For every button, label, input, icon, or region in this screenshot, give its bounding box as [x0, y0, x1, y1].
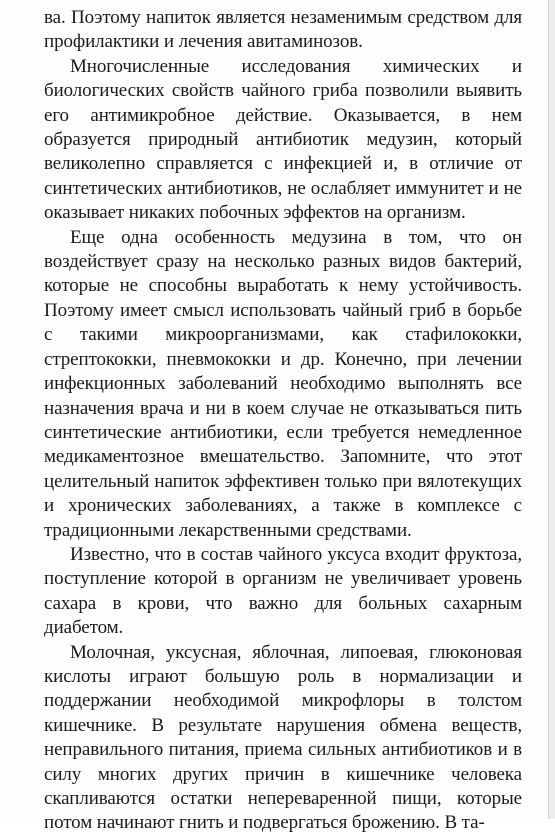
paragraph-1: ва. Поэтому напиток является незаменимым средством для профилактики и лечения авитаминозов.	[44, 7, 522, 53]
paragraph-5: Молочная, уксусная, яблочная, липоевая, глюконовая кислоты играют большую роль в нормализации и поддержании необходимой микрофлоры в толстом кишечнике. В результате нарушения обмена веществ, неправильного питания, приема сильных антибиотиков и в силу многих других причин в кишечнике человека скапливаются остатки непереваренной пищи, которые потом начинают гнить и подвергаться брожению. В та-	[44, 641, 522, 834]
page-right-edge	[548, 0, 555, 819]
paragraph-2: Многочисленные исследования химических и биологических свойств чайного гриба позволили выявить его антимикробное действие. Оказывается, в нем образуется природный антибиотик медузин, который великолепно справляется с инфекцией и, в отличие от синтетических антибиотиков, не ослабляет иммунитет и не оказывает никаких побочных эффектов на организм.	[44, 55, 522, 224]
paragraph-4: Известно, что в состав чайного уксуса входит фруктоза, поступление которой в организм не увеличивает уровень сахара в крови, что важно для больных сахарным диабетом.	[44, 543, 522, 639]
text-column	[44, 6, 522, 836]
paragraph-3: Еще одна особенность медузина в том, что он воздействует сразу на несколько разных видов бактерий, которые не способны выработать к нему устойчивость. Поэтому имеет смысл использовать чайный гриб в борьбе с такими микроорганизмами, как стафилококки, стрептококки, пневмококки и др. Конечно, при лечении инфекционных заболеваний необходимо выполнять все назначения врача и ни в коем случае не отказываться пить синтетические антибиотики, если требуется немедленное медикаментозное вмешательство. Запомните, что этот целительный напиток эффективен только при вялотекущих и хронических заболеваниях, а также в комплексе с традиционными лекарственными средствами.	[44, 226, 522, 541]
